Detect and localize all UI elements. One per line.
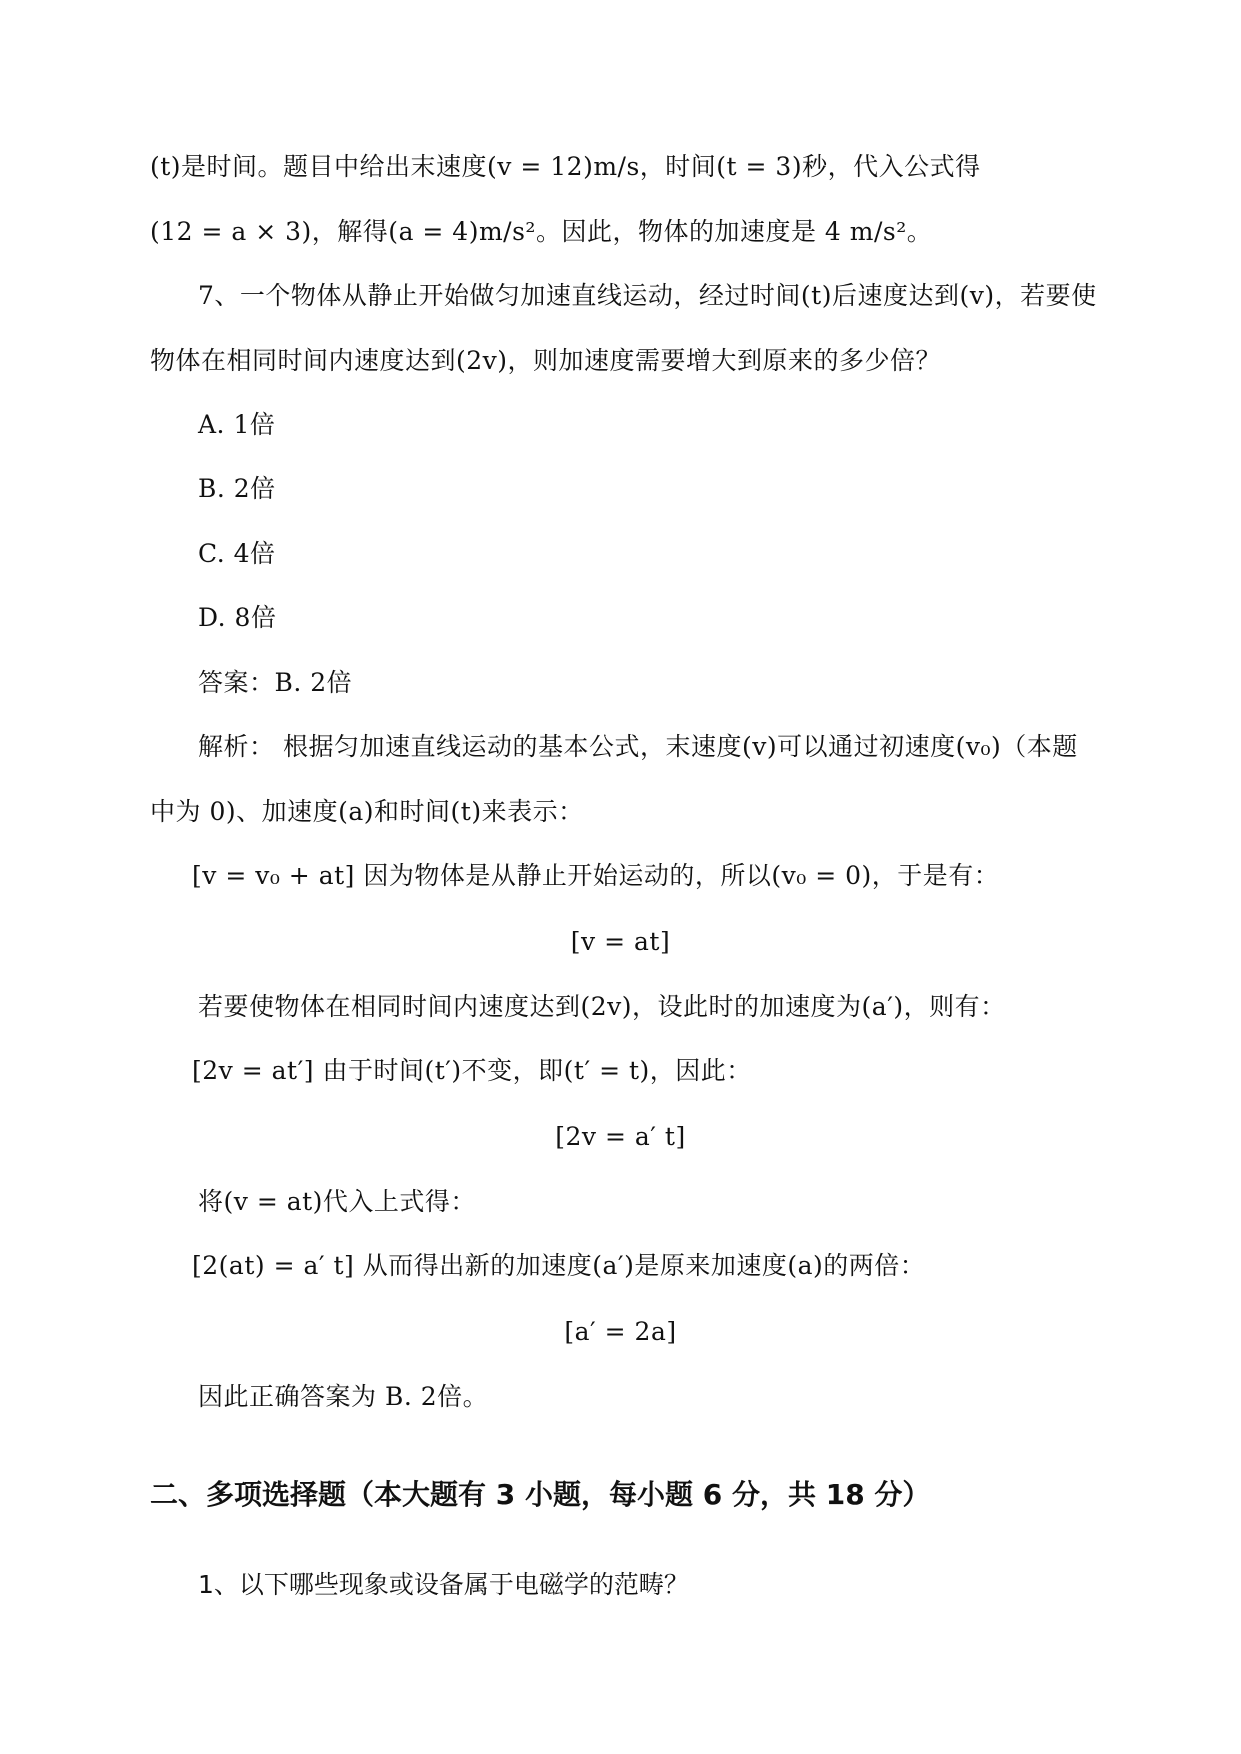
- option-d: D. 8倍: [198, 603, 277, 632]
- section-2-question-1: 1、以下哪些现象或设备属于电磁学的范畴？: [198, 1570, 689, 1599]
- formula-3: [a′ = 2a]: [564, 1317, 677, 1346]
- analysis-line-5: [2v = at′] 由于时间(t′)不变，即(t′ = t)，因此：: [192, 1056, 752, 1085]
- analysis-conclusion: 因此正确答案为 B. 2倍。: [198, 1382, 489, 1411]
- option-a: A. 1倍: [198, 410, 276, 439]
- option-c: C. 4倍: [198, 539, 276, 568]
- analysis-line-2: 中为 0)、加速度(a)和时间(t)来表示：: [150, 797, 584, 826]
- question-7-text-line-1: 7、一个物体从静止开始做匀加速直线运动，经过时间(t)后速度达到(v)，若要使: [198, 281, 1097, 310]
- answer: 答案：B. 2倍: [198, 668, 353, 697]
- prev-solution-line-1: (t)是时间。题目中给出末速度(v = 12)m/s，时间(t = 3)秒，代入公式得: [150, 152, 981, 181]
- formula-1: [v = at]: [570, 927, 671, 956]
- section-2-heading: 二、多项选择题（本大题有 3 小题，每小题 6 分，共 18 分）: [150, 1478, 931, 1511]
- analysis-line-6: 将(v = at)代入上式得：: [198, 1187, 476, 1216]
- formula-2: [2v = a′ t]: [555, 1122, 686, 1151]
- option-b: B. 2倍: [198, 474, 276, 503]
- question-7-text-line-2: 物体在相同时间内速度达到(2v)，则加速度需要增大到原来的多少倍？: [150, 346, 942, 375]
- analysis-line-4: 若要使物体在相同时间内速度达到(2v)，设此时的加速度为(a′)，则有：: [198, 992, 1006, 1021]
- analysis-line-7: [2(at) = a′ t] 从而得出新的加速度(a′)是原来加速度(a)的两倍：: [192, 1251, 926, 1280]
- prev-solution-line-2: (12 = a × 3)，解得(a = 4)m/s²。因此，物体的加速度是 4 m/s²。: [150, 217, 933, 246]
- analysis-line-3: [v = v₀ + at] 因为物体是从静止开始运动的，所以(v₀ = 0)，于是有：: [192, 861, 1000, 890]
- analysis-line-1: 解析： 根据匀加速直线运动的基本公式，末速度(v)可以通过初速度(v₀)（本题: [198, 732, 1078, 761]
